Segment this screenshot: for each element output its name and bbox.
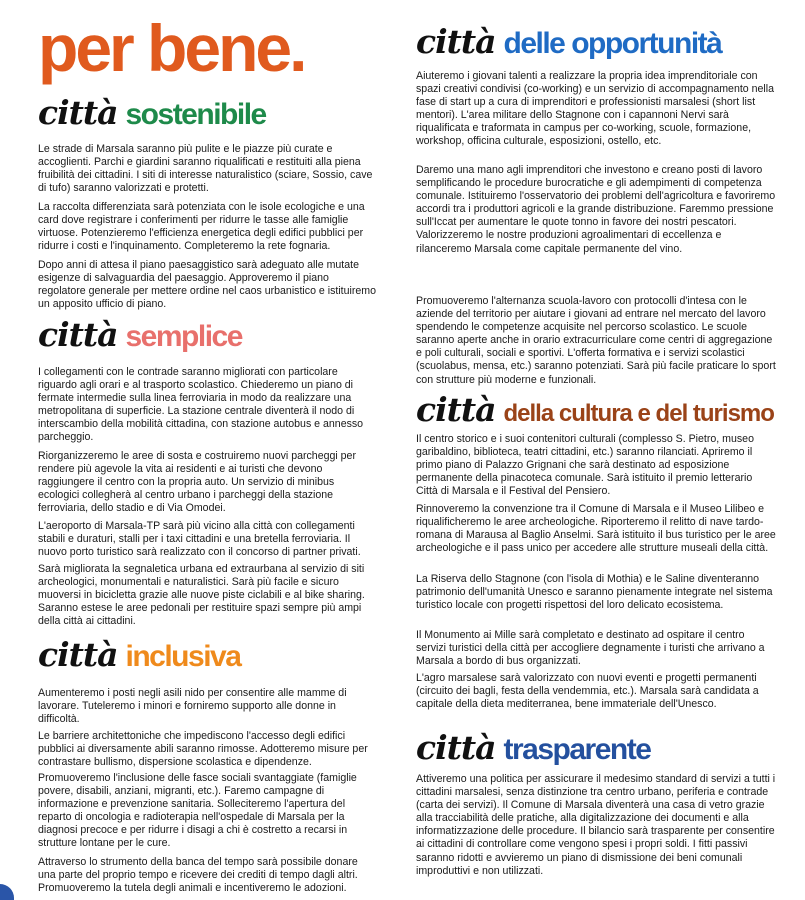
section-title-opportunita [416, 22, 721, 69]
section-keyword: sostenibile [125, 98, 266, 131]
paragraph: Sarà migliorata la segnaletica urbana ed extraurbana al servizio di siti archeologici, monumentali e naturalistici. Sarà più facile e sicuro muoversi in bicicletta grazie alle nuove piste ciclabili e al bike sharing. Saranno estese le aree pedonali per restituire spazi sempre più ampi della città ai cittadini. [38, 563, 365, 628]
citta-label: città [38, 315, 118, 354]
citta-label: città [38, 635, 118, 674]
section-keyword: delle opportunità [503, 27, 722, 60]
corner-decoration [0, 884, 14, 900]
paragraph: Daremo una mano agli imprenditori che investono e creano posti di lavoro semplificando le procedure burocratiche e gli adempimenti di competenza comunale. Istituiremo l'osservatorio dei problemi dell'agricoltura e favoriremo accordi tra i produttori agricoli e la grande distribuzione. Faremmo pressione sull'Iccat per aumentare le quote tonno in favore dei nostri pescatori. Valorizzeremo le nostre produzioni agroalimentari di eccellenza e rilanceremo Marsala come capitale permanente del vino. [416, 164, 776, 255]
section-title-sostenibile [38, 93, 266, 140]
citta-label: città [416, 22, 496, 61]
paragraph: Le strade di Marsala saranno più pulite e le piazze più curate e accoglienti. Parchi e giardini saranno riqualificati e restituiti alla piena fruibilità dei cittadini. I siti di interesse naturalistico (sciare, Sossio, cave di tufo) saranno valorizzati e protetti. [38, 143, 373, 195]
paragraph: La raccolta differenziata sarà potenziata con le isole ecologiche e una card dove registrare i conferimenti per ridurre le tasse alle famiglie virtuose. Potenzieremo l'efficienza energetica degli edifici pubblici per ridurre i costi e l'inquinamento. Completeremo la rete fognaria. [38, 201, 365, 253]
paragraph: Le barriere architettoniche che impediscono l'accesso degli edifici pubblici ai diversamente abili saranno rimosse. Adotteremo misure per contrastare bullismo, dispersione scolastica e dipendenze. [38, 730, 368, 769]
paragraph: Promuoveremo l'inclusione delle fasce sociali svantaggiate (famiglie povere, disabili, anziani, migranti, etc.). Faremo campagne di informazione e prevenzione sanitaria. Solleciteremo l'apertura del reparto di oncologia e radioterapia nell'ospedale di Marsala per la diagnosi precoce e per ridurre i disagi a chi è costretto a recarsi in strutture lontane per le cure. [38, 772, 357, 850]
paragraph: Attiveremo una politica per assicurare il medesimo standard di servizi a tutti i cittadini marsalesi, senza distinzione tra centro urbano, periferia e contrade (carta dei servizi). Il Comune di Marsala diventerà una casa di vetro grazie alla tracciabilità delle pratiche, alla digitalizzazione dei documenti e alla informatizzazione delle procedure. Il bilancio sarà trasparente per consentire ai cittadini di controllare come vengono spesi i propri soldi. I fitti passivi saranno ridotti e avvieremo un piano di dismissione dei beni comunali improduttivi e non utilizzati. [416, 773, 776, 877]
paragraph: Dopo anni di attesa il piano paesaggistico sarà adeguato alle mutate esigenze di salvaguardia del paesaggio. Approveremo il piano regolatore generale per mettere ordine nel caos urbanistico e istituiremo un apposito ufficio di piano. [38, 259, 377, 311]
paragraph: L'aeroporto di Marsala-TP sarà più vicino alla città con collegamenti stabili e duraturi, stalli per i taxi cittadini e una bretella ferroviaria. Il nuovo porto turistico sarà realizzato con il concorso di partner privati. [38, 520, 361, 559]
section-keyword: trasparente [503, 733, 651, 766]
citta-label: città [416, 728, 496, 767]
citta-label: città [38, 93, 118, 132]
paragraph: I collegamenti con le contrade saranno migliorati con particolare riguardo agli orari e al trasporto scolastico. Chiederemo un piano di fermate intermedie sulla linea ferroviaria in modo da realizzare una metropolitana di superficie. La stazione centrale diventerà il nodo di interscambio della mobilità cittadina, con stazione autobus e annesso parcheggio. [38, 366, 364, 444]
section-title-inclusiva [38, 635, 240, 682]
paragraph: Promuoveremo l'alternanza scuola-lavoro con protocolli d'intesa con le aziende del territorio per aiutare i giovani ad entrare nel mercato del lavoro spendendo le competenze acquisite nel percorso scolastico. Le scuole saranno aperte anche in orario extracurriculare come centri di aggregazione e poli culturali, sociali e sportivi. L'offerta formativa e i servizi scolastici (scuolabus, mensa, etc.) saranno potenziati. Sarà più facile praticare lo sport con strutture più moderne e funzionali. [416, 295, 776, 386]
paragraph: Il Monumento ai Mille sarà completato e destinato ad ospitare il centro servizi turistici della città per accogliere degnamente i turisti che arrivano a Marsala a bordo di bus organizzati. [416, 629, 765, 668]
section-title-trasparente [416, 728, 650, 775]
section-keyword: della cultura e del turismo [503, 400, 774, 427]
section-title-semplice [38, 315, 242, 362]
paragraph: Attraverso lo strumento della banca del tempo sarà possibile donare una parte del proprio tempo e ricevere dei crediti di tempo dagli altri. Promuoveremo la tutela degli animali e incentiveremo le adozioni. [38, 856, 358, 895]
paragraph: Aiuteremo i giovani talenti a realizzare la propria idea imprenditoriale con spazi creativi condivisi (co-working) e un servizio di accompagnamento nella fase di start up a cura di imprenditori e professionisti marsalesi (short list mentori). L'area militare dello Stagnone con i capannoni Nervi sarà riqualificata e traformata in campus per co-working, scuole, formazione, workshop, officina culturale, esposizioni, ostello, etc. [416, 70, 774, 148]
section-keyword: semplice [125, 320, 242, 353]
paragraph: Aumenteremo i posti negli asili nido per consentire alle mamme di lavorare. Tuteleremo i minori e forniremo supporto alle donne in difficoltà. [38, 687, 347, 726]
paragraph: L'agro marsalese sarà valorizzato con nuovi eventi e progetti permanenti (circuito dei bagli, festa della vendemmia, etc.). Marsala sarà candidata a capitale della dieta mediterranea, bene immateriale dell'Unesco. [416, 672, 759, 711]
section-keyword: inclusiva [125, 640, 241, 673]
paragraph: Il centro storico e i suoi contenitori culturali (complesso S. Pietro, museo garibaldino, biblioteca, teatri cittadini, etc.) saranno rilanciati. Apriremo il primo piano di Palazzo Grignani che sarà destinato ad esposizione permanente della pinacoteca comunale. Sarà istituito il premio letterario Città di Marsala e il Festival del Pensiero. [416, 433, 754, 498]
paragraph: La Riserva dello Stagnone (con l'isola di Mothia) e le Saline diventeranno patrimonio dell'umanità Unesco e saranno pienamente integrate nel sistema turistico locale con progetti rispettosi del loro delicato ecosistema. [416, 573, 773, 612]
citta-label: città [416, 390, 496, 429]
section-title-cultura [416, 390, 774, 437]
paragraph: Riorganizzeremo le aree di sosta e costruiremo nuovi parcheggi per rendere più agevole la vita ai residenti e ai turisti che devono raggiungere il centro con la propria auto. Un servizio di minibus ecologici collegherà al centro urbano i parcheggi della stazione ferroviaria, dello stadio e di Via Omodei. [38, 450, 356, 515]
paragraph: Rinnoveremo la convenzione tra il Comune di Marsala e il Museo Lilibeo e riqualificheremo le aree archeologiche. Riporteremo il relitto di nave tardo-romana di Marausa al Baglio Anselmi. Sarà istituito il bus turistico per le aree archeologiche e il pass unico per accedere alle strutture museali della città. [416, 503, 776, 555]
page-headline: per bene. [38, 11, 305, 85]
